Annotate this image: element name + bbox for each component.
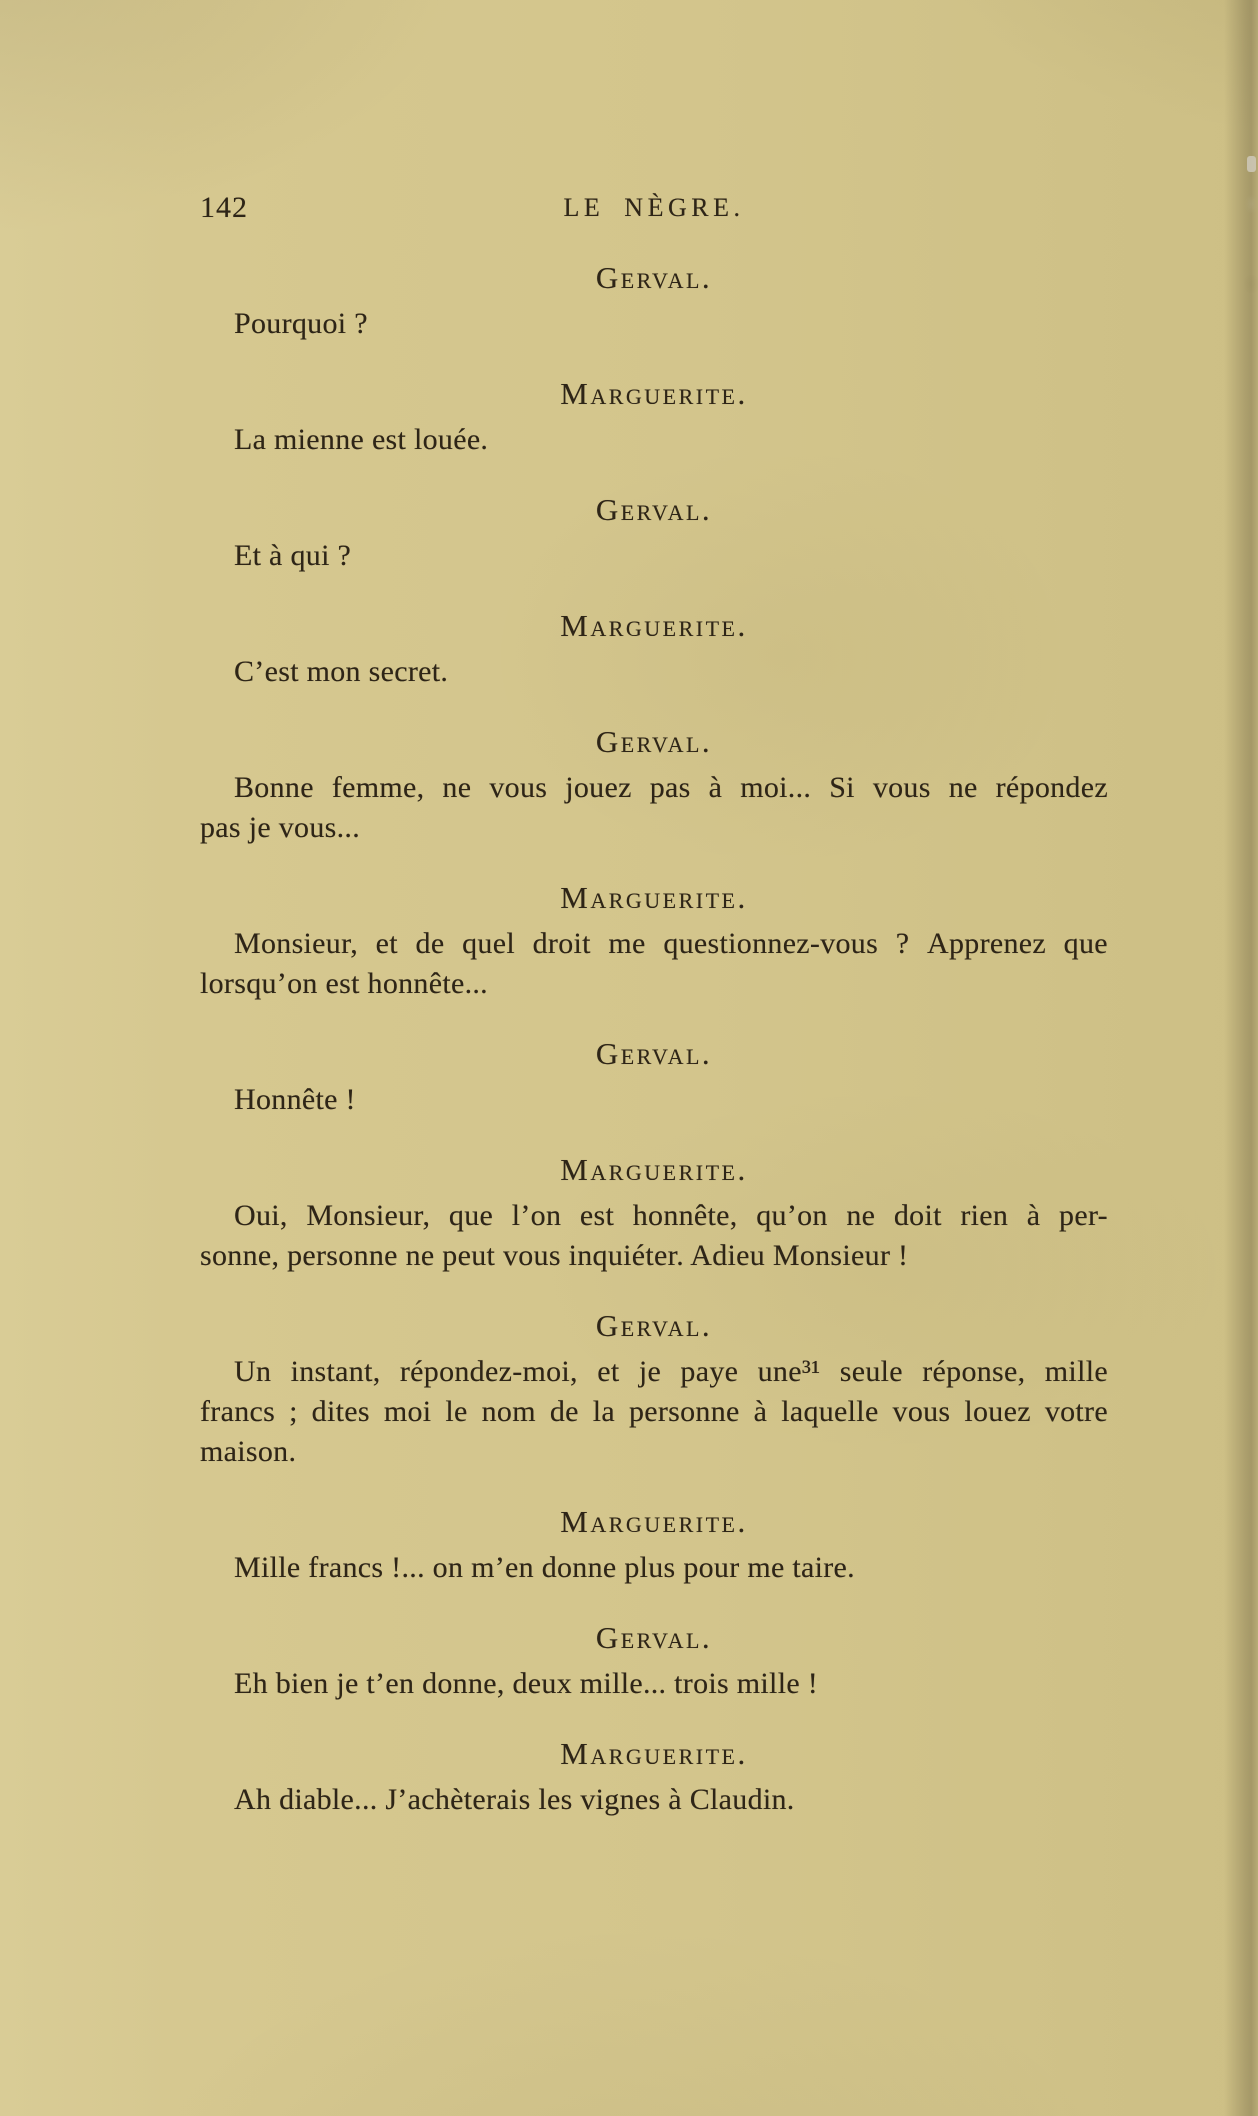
speech-block <box>200 722 1108 848</box>
speaker-name: Marguerite. <box>560 880 748 915</box>
dialogue-line: francs ; dites moi le nom de la personne à laquelle vous louez votre <box>200 1395 1108 1428</box>
speech-block <box>200 1034 1108 1120</box>
dialogue-line: Un instant, répondez-moi, et je paye une³¹ seule réponse, mille <box>234 1355 1108 1388</box>
dialogue-line: pas je vous... <box>200 811 361 844</box>
speaker-name: Gerval. <box>595 1308 713 1343</box>
page-edge-shadow <box>1224 0 1258 2116</box>
dialogue-line: La mienne est louée. <box>234 423 489 456</box>
speech-block <box>200 1306 1108 1472</box>
dialogue-line: Mille francs !... on m’en donne plus pour me taire. <box>234 1551 855 1584</box>
dialogue-line: Eh bien je t’en donne, deux mille... trois mille ! <box>234 1667 819 1700</box>
dialogue-line: Monsieur, et de quel droit me questionnez-vous ? Apprenez que <box>234 927 1108 960</box>
dialogue-line: C’est mon secret. <box>234 655 449 688</box>
speaker-name: Marguerite. <box>560 1152 748 1187</box>
speaker-name: Gerval. <box>595 724 713 759</box>
running-title: LE NÈGRE. <box>563 193 745 222</box>
speech-block <box>200 606 1108 692</box>
speaker-name: Gerval. <box>595 492 713 527</box>
dialogue-line: Et à qui ? <box>234 539 352 572</box>
speaker-name: Gerval. <box>595 1036 713 1071</box>
speech-block <box>200 1502 1108 1588</box>
speaker-name: Gerval. <box>595 1620 713 1655</box>
speaker-name: Marguerite. <box>560 608 748 643</box>
dialogue-line: Oui, Monsieur, que l’on est honnête, qu’on ne doit rien à per- <box>234 1199 1108 1232</box>
dialogue-line: maison. <box>200 1435 297 1468</box>
speech-block <box>200 490 1108 576</box>
speaker-name: Marguerite. <box>560 1736 748 1771</box>
running-header <box>200 188 1108 228</box>
speaker-name: Marguerite. <box>560 1504 748 1539</box>
dialogue-line: sonne, personne ne peut vous inquiéter. Adieu Monsieur ! <box>200 1239 909 1272</box>
dialogue-line: lorsqu’on est honnête... <box>200 967 488 1000</box>
speaker-name: Gerval. <box>595 260 713 295</box>
speech-block <box>200 1150 1108 1276</box>
speech-block <box>200 1618 1108 1704</box>
page-number: 142 <box>200 191 248 224</box>
dialogue <box>200 258 1108 1820</box>
dialogue-line: Bonne femme, ne vous jouez pas à moi... Si vous ne répondez <box>234 771 1108 804</box>
speech-block <box>200 258 1108 344</box>
page-content <box>200 188 1108 1820</box>
page-edge-mark <box>1247 156 1256 172</box>
speech-block <box>200 374 1108 460</box>
speaker-name: Marguerite. <box>560 376 748 411</box>
speech-block <box>200 878 1108 1004</box>
dialogue-line: Honnête ! <box>234 1083 356 1116</box>
dialogue-line: Pourquoi ? <box>234 307 368 340</box>
speech-block <box>200 1734 1108 1820</box>
dialogue-line: Ah diable... J’achèterais les vignes à Claudin. <box>234 1783 795 1816</box>
